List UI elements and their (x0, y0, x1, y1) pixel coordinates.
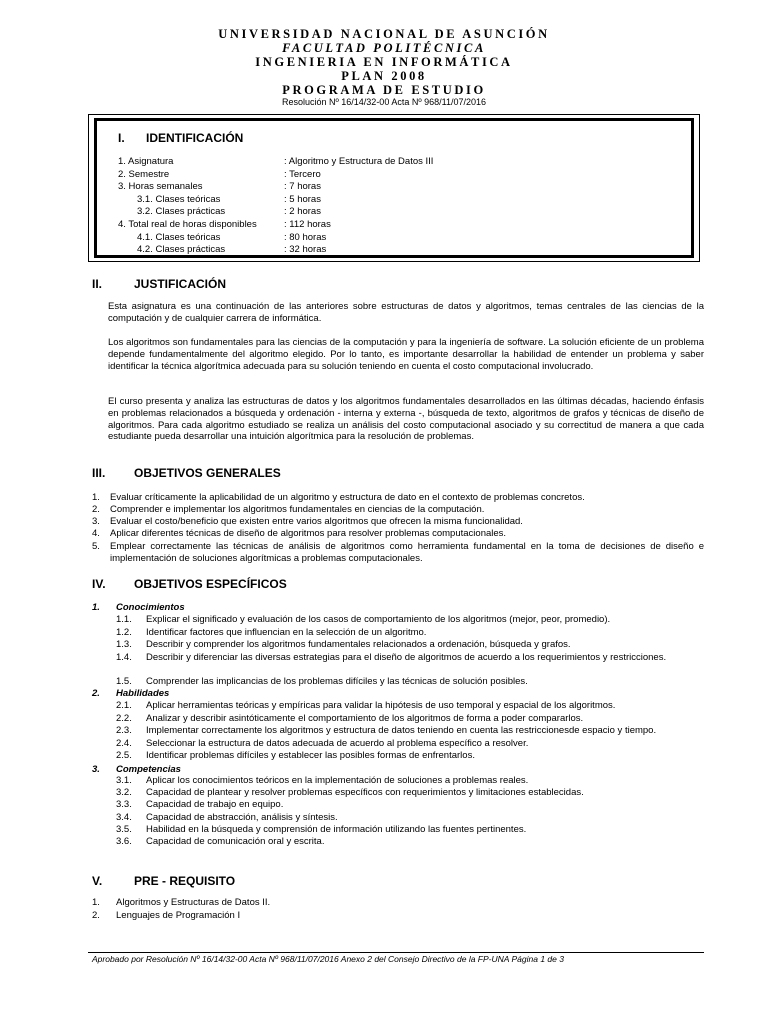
list-item-number: 2.3. (116, 725, 132, 736)
list-item-text: Evaluar el costo/beneficio que existen entre varios algoritmos que ofrecen la misma funcionalidad. (110, 516, 523, 527)
list-item-text: Aplicar herramientas teóricas y empíricas para validar la hipótesis de uso temporal y espacial de los algoritmos. (146, 700, 616, 711)
university-name: UNIVERSIDAD NACIONAL DE ASUNCIÓN (218, 27, 550, 41)
subsection-title: Competencias (116, 764, 181, 775)
justificacion-paragraph: Esta asignatura es una continuación de las anteriores sobre estructuras de datos y algoritmos, temas centrales de las ciencias de la computación y de cualquier carrera de informática. (108, 301, 704, 324)
subsection-number: 1. (92, 602, 100, 613)
list-item-text: Capacidad de plantear y resolver problemas específicos con requerimientos y limitaciones establecidas. (146, 787, 584, 798)
list-item-number: 1.3. (116, 639, 132, 650)
list-item-number: 5. (92, 541, 100, 552)
list-item-number: 3.1. (116, 775, 132, 786)
list-item-text: Implementar correctamente los algoritmos y estructura de datos teniendo en cuenta las restriccionesde espacio y tiempo. (146, 725, 657, 736)
career-name: INGENIERIA EN INFORMÁTICA (255, 55, 513, 69)
identification-label: 3.2. Clases prácticas (137, 206, 226, 218)
identification-value: : 7 horas (284, 181, 321, 193)
section-number: V. (92, 874, 103, 888)
page-footer: Aprobado por Resolución Nº 16/14/32-00 Acta Nº 968/11/07/2016 Anexo 2 del Consejo Directivo de la FP-UNA Página 1 de 3 (92, 954, 564, 964)
list-item-text: Capacidad de abstracción, análisis y síntesis. (146, 812, 338, 823)
list-item-number: 3.2. (116, 787, 132, 798)
identification-value: : Algoritmo y Estructura de Datos III (284, 156, 434, 167)
section-number: IV. (92, 577, 106, 591)
identification-value: : Tercero (284, 168, 321, 180)
list-item-text: Comprender las implicancias de los problemas difíciles y las técnicas de solución posibles. (146, 676, 528, 687)
identification-label: 2. Semestre (118, 168, 170, 180)
justificacion-paragraph: Los algoritmos son fundamentales para las ciencias de la computación y para la ingeniería de software. La solución eficiente de un problema depende fundamentalmente del algoritmo elegido. Por lo tanto, es importante desarrollar la habilidad de entender un problema y saber identificar la técnica algorítmica adecuada para su solución teniendo en cuenta el costo computacional involucrado. (108, 337, 704, 372)
list-item-number: 3. (92, 516, 100, 527)
list-item-number: 3.4. (116, 812, 132, 823)
justificacion-paragraph: El curso presenta y analiza las estructuras de datos y los algoritmos fundamentales desarrollados en las últimas décadas, haciendo énfasis en problemas relacionados a búsqueda y ordenación - interna y externa -, búsqueda de texto, algoritmos de grafos y técnicas de diseño de algoritmos. Para cada algoritmo estudiado se realiza un análisis del costo computacional asociado y su correctitud de manera a que cada estudiante pueda desarrollar una intuición algorítmica para la resolución de problemas. (108, 396, 704, 443)
identification-label: 4.1. Clases teóricas (137, 231, 221, 243)
list-item-number: 2. (92, 504, 100, 515)
list-item-text: Aplicar los conocimientos teóricos en la implementación de soluciones a problemas reales. (146, 775, 529, 786)
identification-value: : 5 horas (284, 193, 321, 205)
list-item-text: Comprender e implementar los algoritmos fundamentales en ciencias de la computación. (110, 504, 485, 515)
list-item-number: 3.5. (116, 824, 132, 835)
section-number: II. (92, 277, 103, 291)
section-title: IDENTIFICACIÓN (146, 131, 244, 145)
list-item-number: 2.4. (116, 738, 132, 749)
list-item-number: 1.2. (116, 627, 132, 638)
list-item-text: Capacidad de trabajo en equipo. (146, 799, 284, 810)
subsection-number: 2. (92, 688, 100, 699)
list-item-text: Emplear correctamente las técnicas de análisis de algoritmos como herramienta fundamental en la toma de decisiones de diseño e implementación de soluciones algorítmicas a problemas computacionales. (110, 541, 704, 564)
list-item-number: 1.1. (116, 614, 132, 625)
list-item-number: 1.4. (116, 652, 132, 663)
list-item-text: Habilidad en la búsqueda y comprensión de información utilizando las fuentes pertinentes. (146, 824, 527, 835)
identification-value: : 112 horas (284, 219, 331, 230)
identification-label: 3. Horas semanales (118, 181, 203, 193)
list-item-number: 2. (92, 910, 100, 921)
identification-value: : 80 horas (284, 231, 327, 243)
list-item-text: Identificar factores que influencian en la selección de un algoritmo. (146, 627, 427, 638)
section-title: PRE - REQUISITO (134, 874, 236, 888)
list-item-number: 1.5. (116, 676, 132, 687)
identification-value: : 32 horas (284, 244, 327, 256)
subsection-number: 3. (92, 764, 100, 775)
section-number: I. (118, 131, 125, 145)
list-item-number: 3.3. (116, 799, 132, 810)
list-item-number: 1. (92, 897, 100, 908)
list-item-number: 2.2. (116, 713, 132, 724)
list-item-number: 3.6. (116, 836, 132, 847)
section-number: III. (92, 466, 106, 480)
section-title: OBJETIVOS GENERALES (134, 466, 281, 480)
faculty-name: FACULTAD POLITÉCNICA (282, 41, 486, 55)
footer-divider (88, 952, 704, 953)
resolution-line: Resolución Nº 16/14/32-00 Acta Nº 968/11/07/2016 (281, 97, 487, 107)
section-title: OBJETIVOS ESPECÍFICOS (134, 577, 287, 591)
list-item-number: 1. (92, 492, 100, 503)
section-title: JUSTIFICACIÓN (134, 277, 227, 291)
program-title: PROGRAMA DE ESTUDIO (282, 83, 486, 97)
list-item-text: Algoritmos y Estructuras de Datos II. (116, 897, 271, 908)
list-item-number: 4. (92, 528, 100, 539)
list-item-number: 2.1. (116, 700, 132, 711)
identification-label: 1. Asignatura (118, 156, 174, 167)
list-item-text: Lenguajes de Programación I (116, 910, 241, 921)
list-item-text: Evaluar críticamente la aplicabilidad de un algoritmo y estructura de dato en el contexto de problemas concretos. (110, 492, 585, 503)
list-item-text: Explicar el significado y evaluación de los casos de comportamiento de los algoritmos (mejor, peor, promedio). (146, 614, 611, 625)
list-item-text: Seleccionar la estructura de datos adecuada de acuerdo al problema específico a resolver. (146, 738, 529, 749)
list-item-text: Aplicar diferentes técnicas de diseño de algoritmos para resolver problemas computacionales. (110, 528, 507, 539)
list-item-number: 2.5. (116, 750, 132, 761)
subsection-title: Habilidades (116, 688, 170, 699)
identification-label: 4. Total real de horas disponibles (118, 219, 257, 230)
identification-label: 3.1. Clases teóricas (137, 193, 221, 205)
identification-value: : 2 horas (284, 206, 321, 218)
list-item-text: Describir y comprender los algoritmos fundamentales relacionados a ordenación, búsqueda y grafos. (146, 639, 571, 650)
list-item-text: Capacidad de comunicación oral y escrita. (146, 836, 325, 847)
identification-label: 4.2. Clases prácticas (137, 244, 226, 256)
list-item-text: Analizar y describir asintóticamente el comportamiento de los algoritmos de forma a poder compararlos. (146, 713, 584, 724)
list-item-text: Describir y diferenciar las diversas estrategias para el diseño de algoritmos de acuerdo a los requerimientos y restricciones. (146, 652, 667, 663)
plan-title: PLAN 2008 (341, 69, 427, 83)
subsection-title: Conocimientos (116, 602, 185, 613)
list-item-text: Identificar problemas difíciles y establecer las posibles formas de enfrentarlos. (146, 750, 475, 761)
